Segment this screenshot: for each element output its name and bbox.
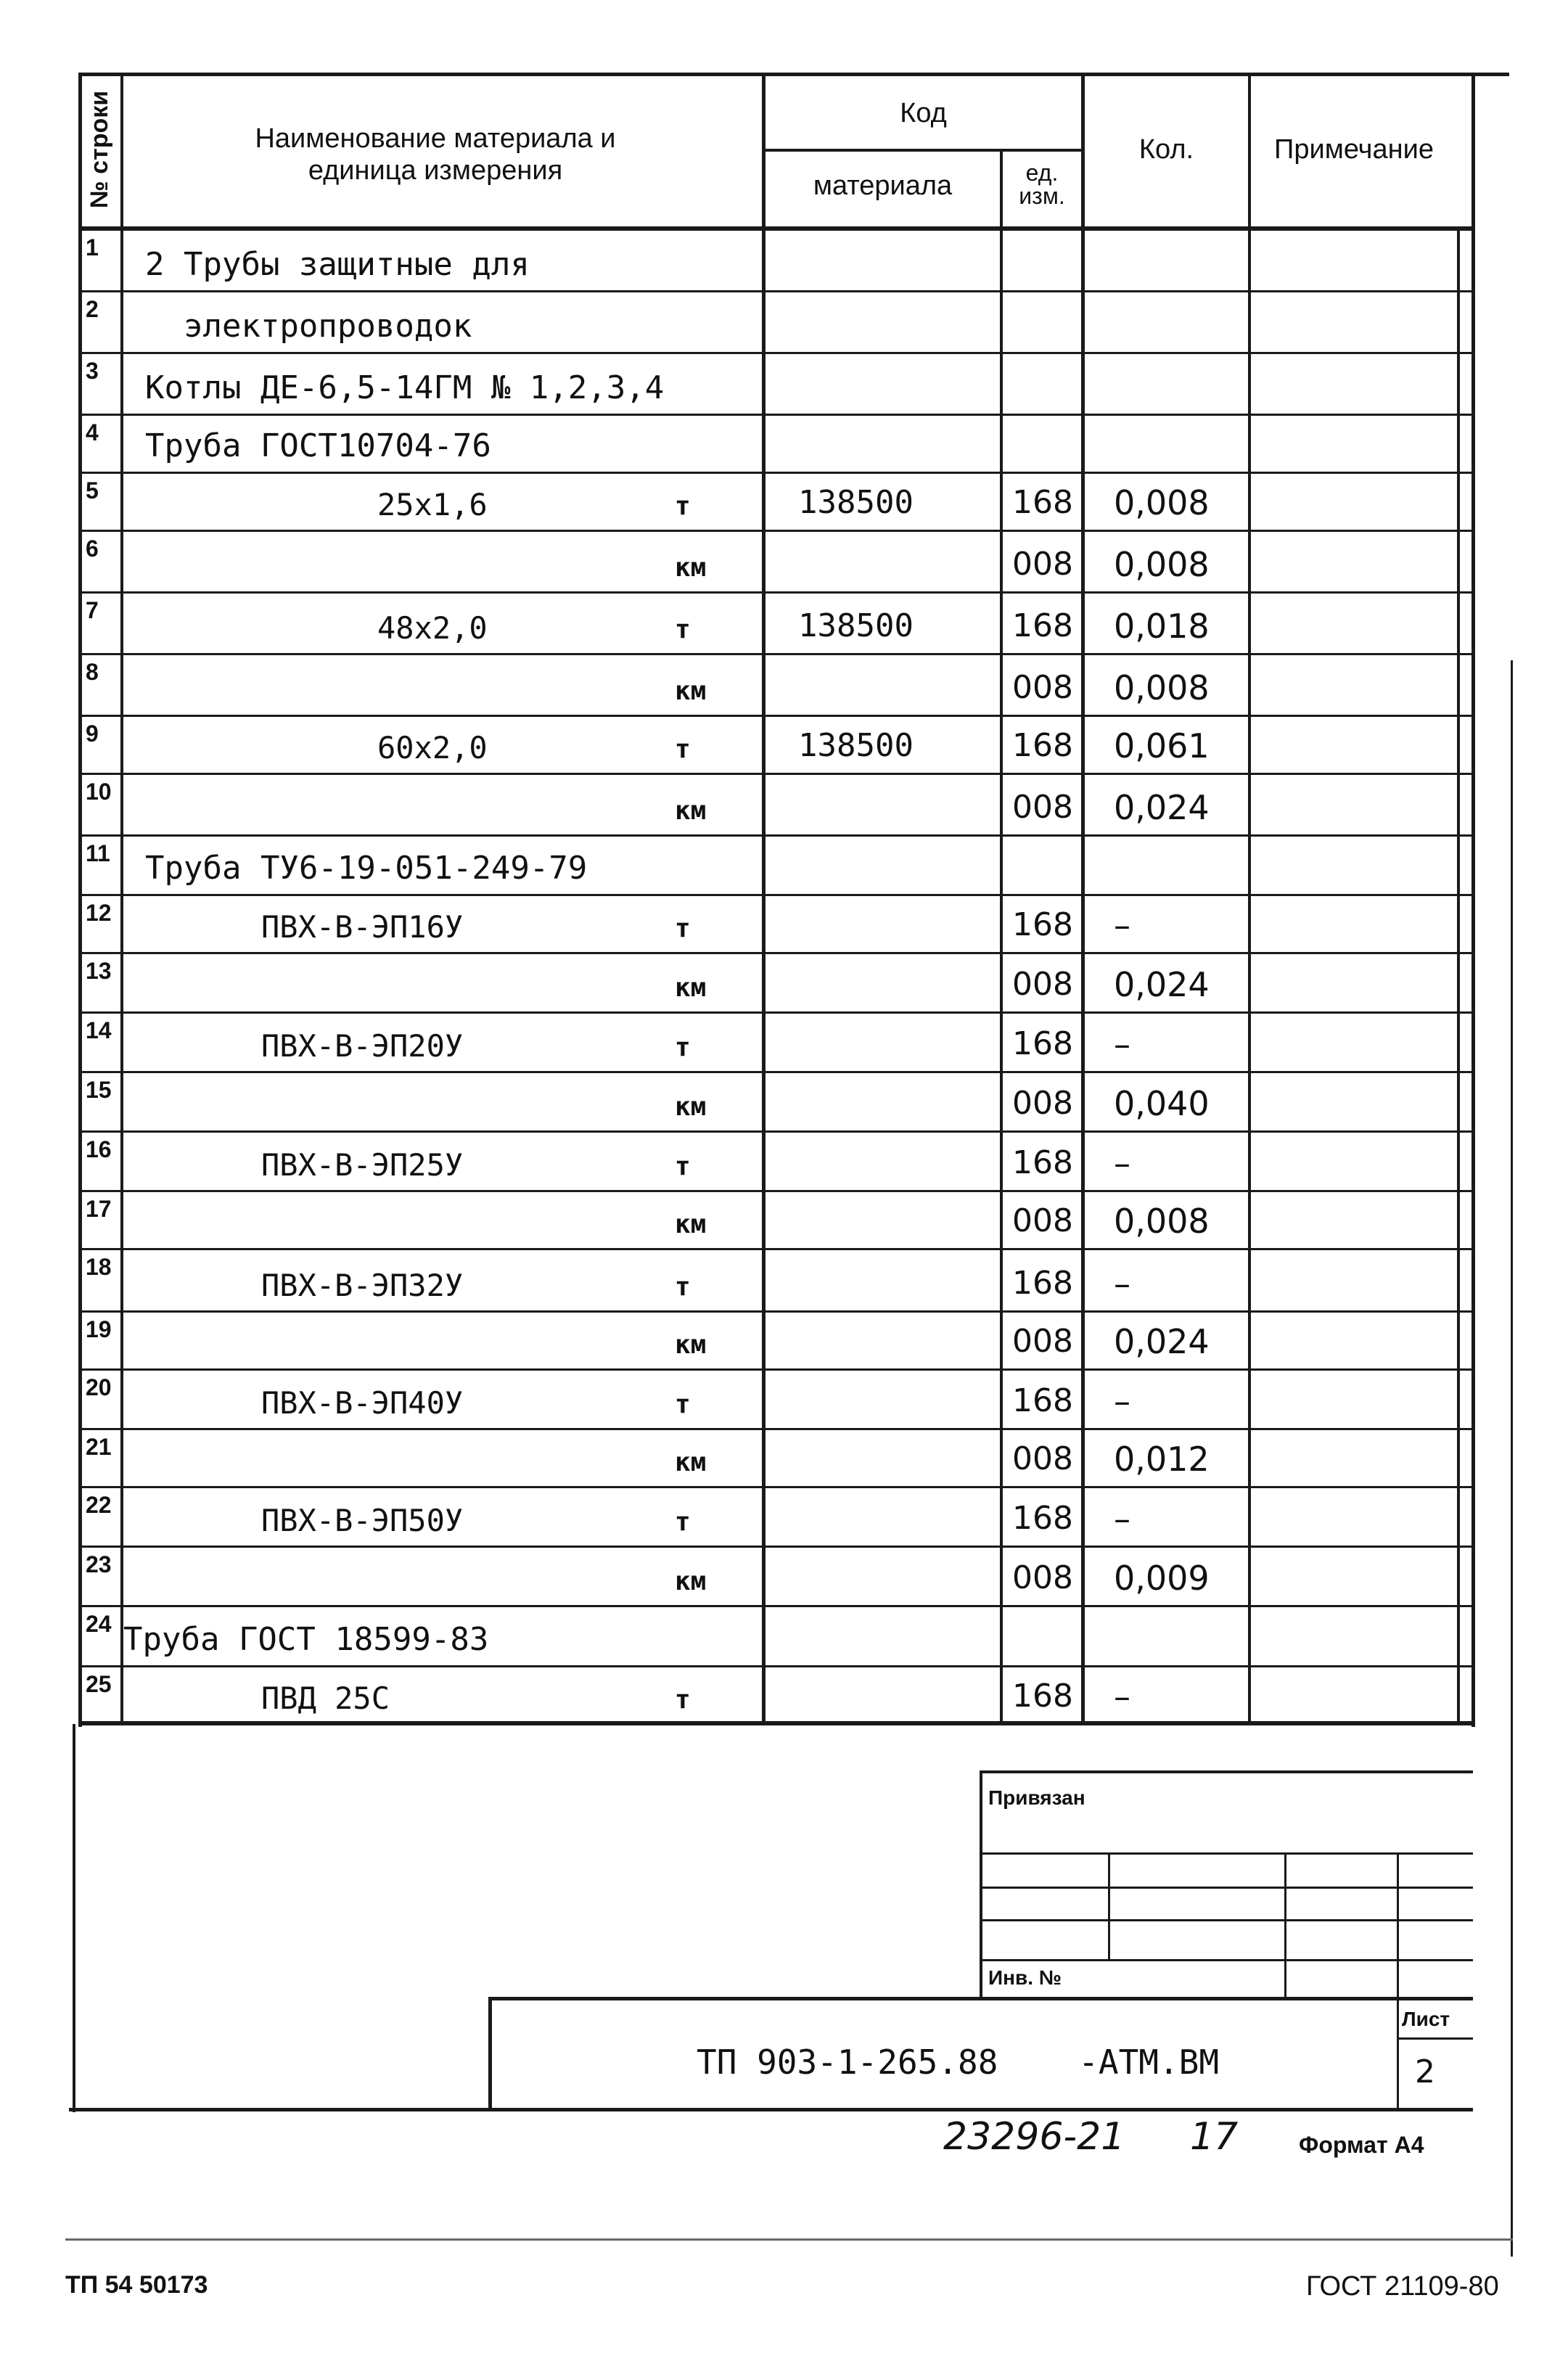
- header-qty: Кол.: [1138, 134, 1194, 165]
- unit: т: [675, 1152, 691, 1181]
- format-label: Формат А4: [1299, 2132, 1424, 2158]
- unit-code: 168: [1012, 607, 1073, 644]
- material-size: 60х2,0: [377, 730, 488, 766]
- header-row-no: № строки: [86, 90, 113, 209]
- quantity: 0,018: [1114, 607, 1210, 646]
- material-size: ПВХ-В-ЭП25У: [261, 1147, 464, 1183]
- table-row: [0, 530, 1568, 591]
- stamp-row-4: [980, 1959, 1473, 1961]
- sheet-label: Лист: [1402, 2008, 1450, 2030]
- table-row: [0, 834, 1568, 894]
- quantity: 0,008: [1114, 668, 1210, 707]
- table-row: [0, 952, 1568, 1011]
- unit: км: [675, 1567, 707, 1596]
- table-row: [0, 229, 1568, 290]
- stamp-row-2: [980, 1887, 1473, 1889]
- stamp-col-2: [1284, 1852, 1286, 1998]
- material-name: Котлы ДЕ-6,5-14ГМ № 1,2,3,4: [145, 369, 665, 406]
- frame-top: [80, 73, 1509, 76]
- unit-code: 168: [1012, 727, 1073, 764]
- row-number: 16: [86, 1136, 112, 1162]
- material-size: ПВД 25С: [261, 1680, 390, 1716]
- unit-code: 008: [1012, 1085, 1073, 1122]
- copy-number: 17: [1190, 2115, 1239, 2159]
- right-code: ГОСТ 21109-80: [1306, 2271, 1499, 2302]
- table-row: [0, 1546, 1568, 1605]
- row-number: 17: [86, 1196, 112, 1222]
- unit: км: [675, 553, 707, 583]
- sheet-number: 2: [1415, 2053, 1435, 2090]
- stamp-box-left: [980, 1770, 982, 1999]
- material-name: Труба ГОСТ10704-76: [145, 427, 491, 464]
- row-number: 25: [86, 1671, 112, 1697]
- unit: км: [675, 796, 707, 826]
- table-row: [0, 1486, 1568, 1546]
- row-number: 21: [86, 1434, 112, 1460]
- unit: км: [675, 1210, 707, 1239]
- table-row: [0, 1071, 1568, 1130]
- row-number: 3: [86, 358, 99, 384]
- table-row: [0, 894, 1568, 952]
- unit-code: 008: [1012, 669, 1073, 706]
- quantity: 0,008: [1114, 1202, 1210, 1241]
- quantity: –: [1114, 1144, 1130, 1183]
- row-number: 18: [86, 1254, 112, 1280]
- row-number: 22: [86, 1492, 112, 1518]
- unit: км: [675, 1092, 707, 1122]
- unit: т: [675, 1033, 691, 1062]
- row-number: 4: [86, 419, 99, 446]
- header-code-material: материала: [813, 171, 953, 201]
- material-name: Труба ГОСТ 18599-83: [123, 1621, 489, 1658]
- material-code: 138500: [798, 727, 914, 764]
- unit-code: 168: [1012, 484, 1073, 521]
- row-number: 23: [86, 1551, 112, 1577]
- stamp-box-top: [980, 1770, 1473, 1773]
- row-number: 1: [86, 234, 99, 260]
- row-number: 8: [86, 659, 99, 685]
- quantity: –: [1114, 1382, 1130, 1421]
- table-row: [0, 1190, 1568, 1248]
- table-row: [0, 591, 1568, 653]
- quantity: –: [1114, 906, 1130, 945]
- title-box-top: [490, 1997, 1473, 2000]
- row-number: 2: [86, 296, 99, 322]
- unit: т: [675, 1685, 691, 1715]
- table-row: [0, 715, 1568, 773]
- material-size: ПВХ-В-ЭП50У: [261, 1503, 464, 1538]
- unit: км: [675, 1330, 707, 1360]
- table-row: [0, 1130, 1568, 1190]
- quantity: –: [1114, 1264, 1130, 1303]
- material-name: электропроводок: [145, 308, 472, 345]
- stamp-bound-label: Привязан: [988, 1786, 1085, 1809]
- row-number: 5: [86, 477, 99, 504]
- unit-code: 008: [1012, 1440, 1073, 1477]
- unit-code: 008: [1012, 1202, 1073, 1239]
- stamp-row-1: [980, 1852, 1473, 1855]
- unit-code: 008: [1012, 966, 1073, 1003]
- unit-code: 168: [1012, 1678, 1073, 1715]
- unit-code: 168: [1012, 1500, 1073, 1537]
- quantity: –: [1114, 1499, 1130, 1538]
- material-name: Труба ТУ6-19-051-249-79: [145, 850, 588, 887]
- unit: т: [675, 1272, 691, 1302]
- table-row: [0, 1665, 1568, 1723]
- row-number: 24: [86, 1611, 112, 1637]
- quantity: 0,024: [1114, 1322, 1210, 1361]
- table-row: [0, 290, 1568, 352]
- stamp-col-1: [1108, 1852, 1110, 1961]
- document-code: ТП 903-1-265.88 -АТМ.ВМ: [697, 2043, 1220, 2082]
- table-row: [0, 472, 1568, 530]
- table-row: [0, 414, 1568, 472]
- table-row: [0, 773, 1568, 834]
- material-size: ПВХ-В-ЭП32У: [261, 1268, 464, 1303]
- left-code: ТП 54 50173: [65, 2271, 208, 2299]
- row-number: 7: [86, 597, 99, 623]
- unit-code: 168: [1012, 1265, 1073, 1302]
- unit: км: [675, 1448, 707, 1477]
- row-number: 9: [86, 721, 99, 747]
- quantity: 0,024: [1114, 965, 1210, 1004]
- unit-code: 008: [1012, 546, 1073, 583]
- material-code: 138500: [798, 607, 914, 644]
- quantity: –: [1114, 1677, 1130, 1716]
- table-row: [0, 1428, 1568, 1486]
- unit: т: [675, 491, 691, 521]
- unit-code: 008: [1012, 1323, 1073, 1360]
- stamp-inv-label: Инв. №: [988, 1966, 1062, 1989]
- table-row: [0, 1310, 1568, 1368]
- frame-bottom: [69, 2108, 1473, 2111]
- quantity: 0,061: [1114, 726, 1210, 766]
- table-row: [0, 1605, 1568, 1665]
- header-note: Примечание: [1274, 134, 1434, 165]
- material-size: ПВХ-В-ЭП20У: [261, 1028, 464, 1064]
- unit: т: [675, 734, 691, 764]
- stamp-row-3: [980, 1919, 1473, 1921]
- quantity: 0,040: [1114, 1084, 1210, 1123]
- quantity: 0,009: [1114, 1559, 1210, 1598]
- unit-code: 168: [1012, 906, 1073, 943]
- unit-code: 168: [1012, 1382, 1073, 1419]
- unit: км: [675, 676, 707, 706]
- table-row: [0, 1248, 1568, 1310]
- unit-code: 008: [1012, 789, 1073, 826]
- row-number: 13: [86, 958, 112, 984]
- row-number: 19: [86, 1316, 112, 1342]
- table-row: [0, 352, 1568, 414]
- title-box-left: [488, 1997, 492, 2109]
- quantity: 0,024: [1114, 788, 1210, 827]
- unit: т: [675, 1390, 691, 1419]
- material-size: ПВХ-В-ЭП16У: [261, 909, 464, 945]
- header-code: Код: [900, 98, 947, 128]
- material-size: 48х2,0: [377, 610, 488, 646]
- quantity: –: [1114, 1025, 1130, 1064]
- stamp-col-3: [1397, 1852, 1399, 2110]
- material-name: 2 Трубы защитные для: [145, 246, 530, 283]
- header-code-unit: ед. изм.: [1019, 160, 1065, 209]
- footer-rule: [65, 2238, 1513, 2241]
- row-number: 6: [86, 535, 99, 562]
- archive-number: 23296-21: [943, 2115, 1125, 2159]
- row-number: 15: [86, 1077, 112, 1103]
- quantity: 0,012: [1114, 1440, 1210, 1479]
- table-row: [0, 1011, 1568, 1071]
- material-code: 138500: [798, 484, 914, 521]
- quantity: 0,008: [1114, 483, 1210, 522]
- material-size: ПВХ-В-ЭП40У: [261, 1385, 464, 1421]
- code-sub-line: [762, 149, 1085, 152]
- row-number: 20: [86, 1374, 112, 1400]
- unit: т: [675, 615, 691, 644]
- outer-left-edge: [73, 1724, 75, 2112]
- unit-code: 168: [1012, 1025, 1073, 1062]
- unit-code: 008: [1012, 1559, 1073, 1596]
- unit: т: [675, 914, 691, 943]
- unit-code: 168: [1012, 1144, 1073, 1181]
- sheet-label-line: [1397, 2037, 1473, 2040]
- row-number: 11: [86, 840, 110, 866]
- unit: т: [675, 1507, 691, 1537]
- table-row: [0, 653, 1568, 715]
- quantity: 0,008: [1114, 545, 1210, 584]
- unit: км: [675, 973, 707, 1003]
- row-number: 12: [86, 900, 112, 926]
- row-number: 14: [86, 1017, 112, 1043]
- material-size: 25х1,6: [377, 487, 488, 522]
- table-row: [0, 1368, 1568, 1428]
- row-number: 10: [86, 779, 112, 805]
- header-name: Наименование материала и единица измерения: [255, 123, 616, 186]
